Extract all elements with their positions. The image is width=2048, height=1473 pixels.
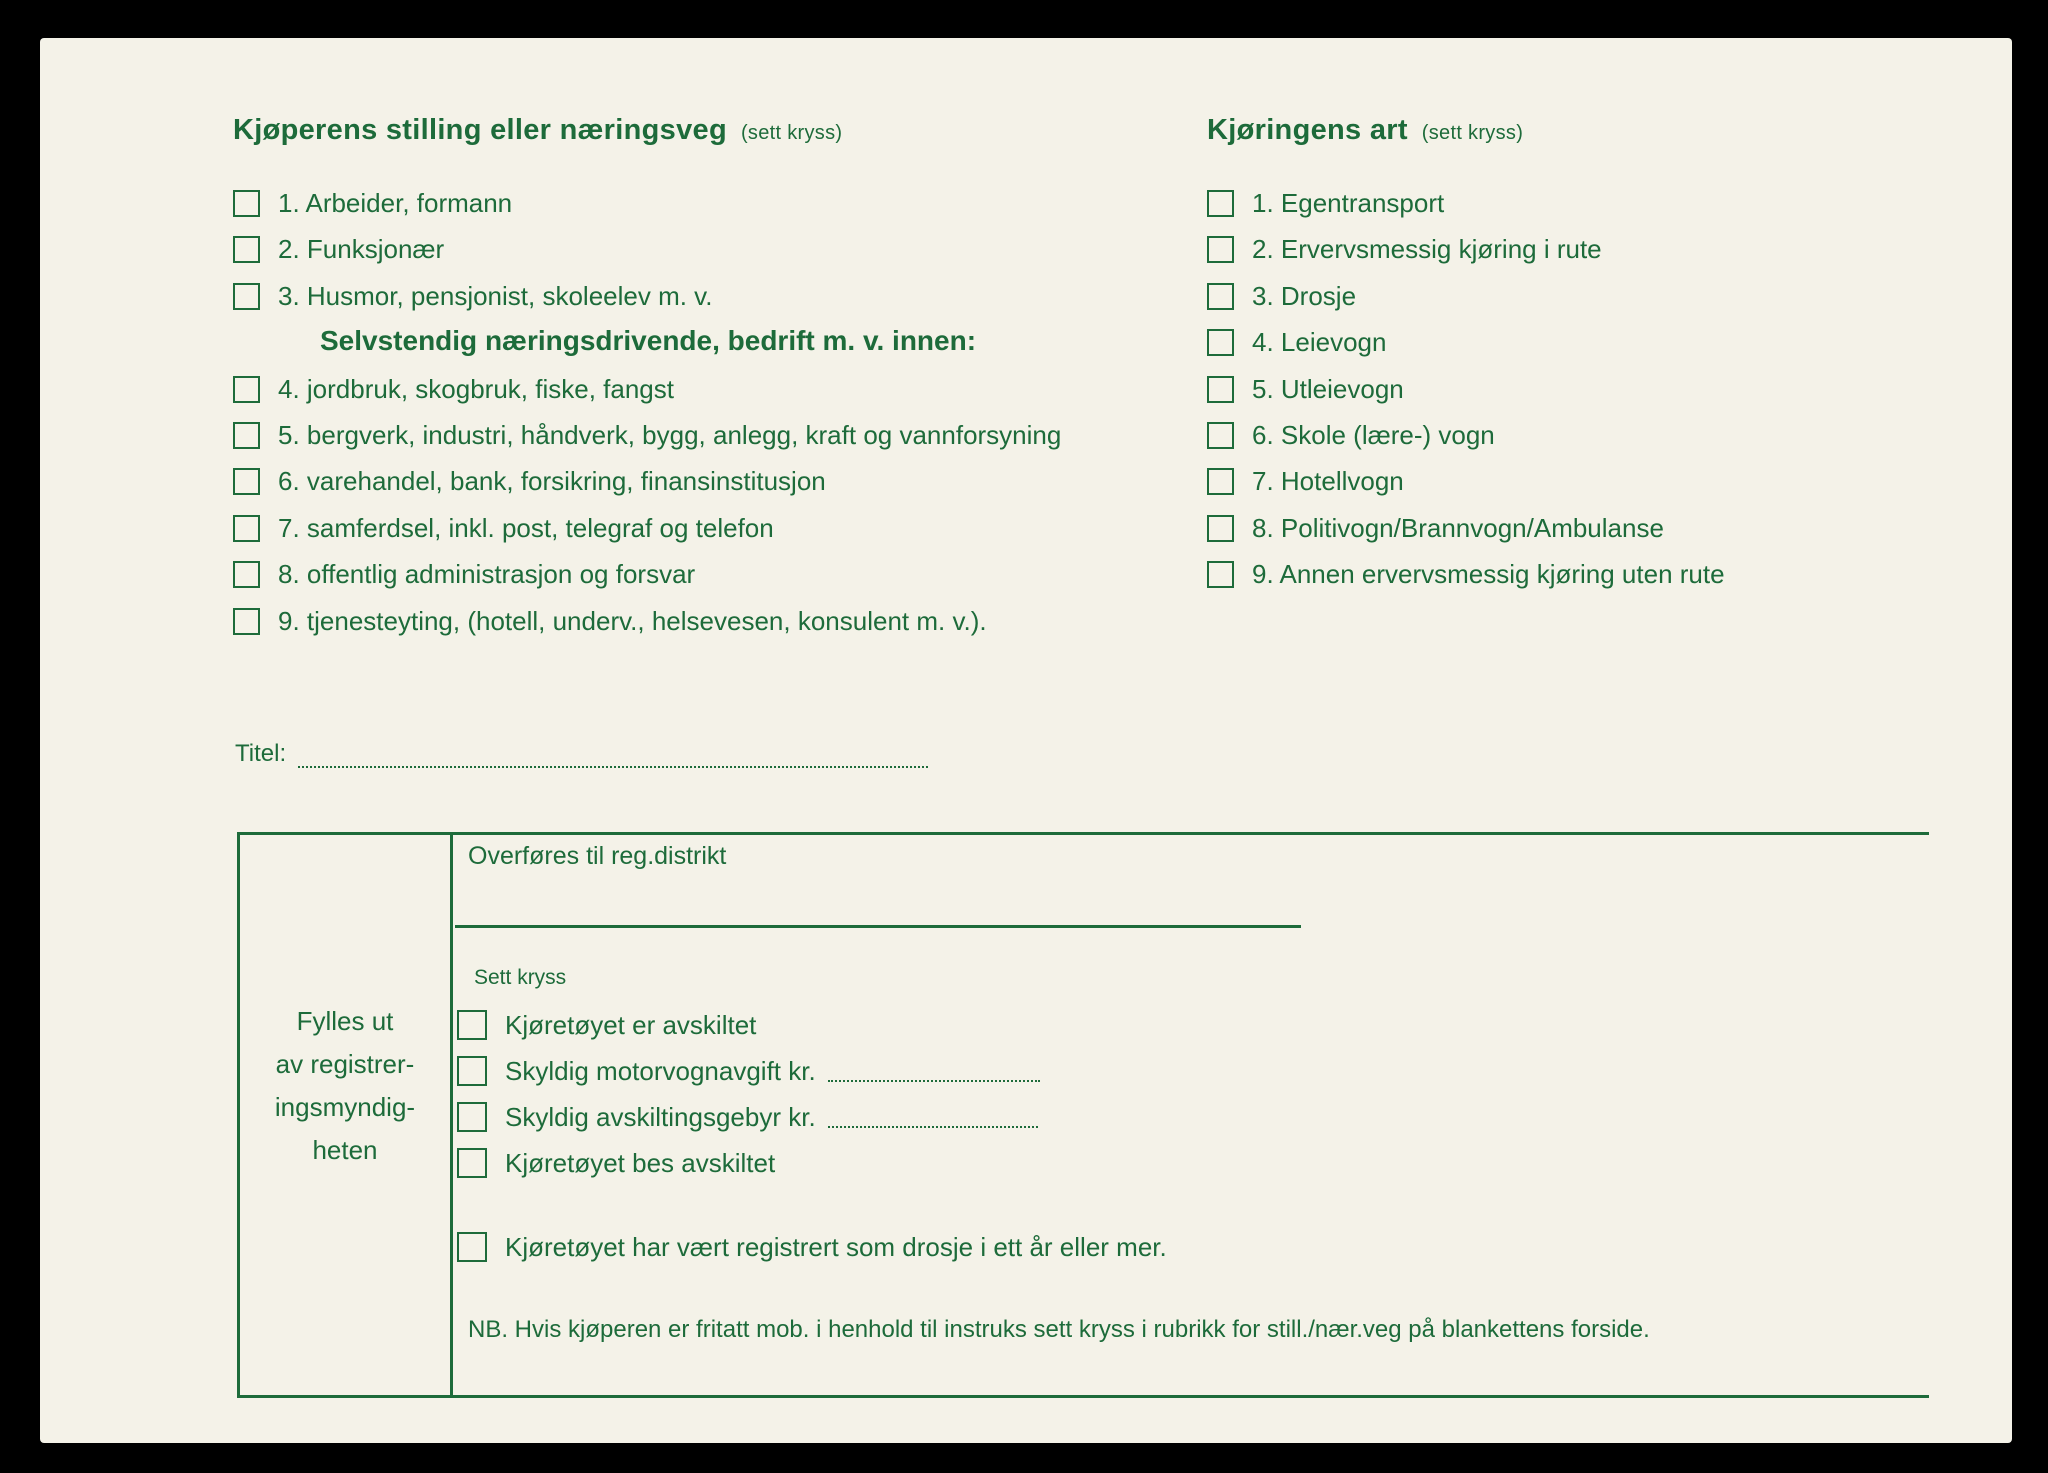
- driving-type-option-4[interactable]: [1207, 325, 1386, 359]
- side-label-line: av registrer-: [275, 1049, 415, 1079]
- checkbox[interactable]: [233, 561, 260, 588]
- checkbox[interactable]: [1207, 468, 1234, 495]
- occupation-option-5[interactable]: [233, 418, 1061, 452]
- registration-authority-label: [240, 1000, 450, 1172]
- checkbox[interactable]: [1207, 561, 1234, 588]
- option-label: 1. Egentransport: [1252, 187, 1445, 218]
- driving-type-option-5[interactable]: [1207, 372, 1404, 406]
- right-heading-text: Kjøringens art: [1207, 114, 1408, 146]
- option-label: Kjøretøyet har vært registrert som drosje i ett år eller mer.: [505, 1231, 1167, 1262]
- checkbox[interactable]: [1207, 236, 1234, 263]
- checkbox[interactable]: [1207, 515, 1234, 542]
- checkbox[interactable]: [457, 1102, 487, 1132]
- option-label: 5. bergverk, industri, håndverk, bygg, anlegg, kraft og vannforsyning: [278, 419, 1062, 450]
- occupation-option-9[interactable]: [233, 604, 987, 638]
- checkbox[interactable]: [233, 608, 260, 635]
- checkbox[interactable]: [1207, 329, 1234, 356]
- occupation-option-7[interactable]: [233, 511, 774, 545]
- option-label: 8. Politivogn/Brannvogn/Ambulanse: [1252, 512, 1664, 543]
- checkbox[interactable]: [233, 515, 260, 542]
- option-label: Kjøretøyet bes avskiltet: [505, 1147, 776, 1178]
- side-label-line: ingsmyndig-: [274, 1092, 416, 1122]
- titel-row: [235, 740, 928, 768]
- checkbox[interactable]: [457, 1148, 487, 1178]
- self-employed-subheading: Selvstendig næringsdrivende, bedrift m. v. innen:: [320, 325, 977, 356]
- option-label: Skyldig motorvognavgift kr.: [505, 1055, 816, 1086]
- driving-type-option-6[interactable]: [1207, 418, 1495, 452]
- side-label-line: Fylles ut: [296, 1006, 394, 1036]
- option-label: 3. Husmor, pensjonist, skoleelev m. v.: [278, 280, 713, 311]
- checkbox[interactable]: [1207, 376, 1234, 403]
- driving-type-option-8[interactable]: [1207, 511, 1664, 545]
- option-label: 4. Leievogn: [1252, 326, 1387, 357]
- deregistered-option[interactable]: [457, 1008, 756, 1042]
- checkbox[interactable]: [233, 190, 260, 217]
- occupation-option-8[interactable]: [233, 557, 695, 591]
- checkbox[interactable]: [1207, 422, 1234, 449]
- left-heading: [233, 114, 842, 147]
- vehicle-tax-amount-field[interactable]: [828, 1060, 1040, 1082]
- option-label: 7. Hotellvogn: [1252, 465, 1404, 496]
- right-heading: [1207, 114, 1523, 147]
- transfer-district-label: Overføres til reg.distrikt: [468, 842, 727, 870]
- driving-type-option-2[interactable]: [1207, 232, 1602, 266]
- taxi-registration-option[interactable]: [457, 1230, 1167, 1264]
- left-heading-text: Kjøperens stilling eller næringsveg: [233, 114, 727, 146]
- option-label: 6. varehandel, bank, forsikring, finansinstitusjon: [278, 465, 826, 496]
- checkbox[interactable]: [233, 468, 260, 495]
- option-label: 8. offentlig administrasjon og forsvar: [278, 558, 696, 589]
- checkbox[interactable]: [233, 422, 260, 449]
- box-top-border: [237, 832, 1929, 835]
- left-heading-note: (sett kryss): [740, 122, 843, 144]
- titel-label: Titel:: [235, 740, 287, 767]
- request-deregistration-option[interactable]: [457, 1146, 775, 1180]
- checkbox[interactable]: [457, 1056, 487, 1086]
- option-label: Kjøretøyet er avskiltet: [505, 1009, 757, 1040]
- option-label: 3. Drosje: [1252, 280, 1357, 311]
- checkbox[interactable]: [457, 1232, 487, 1262]
- option-label: 9. Annen ervervsmessig kjøring uten rute: [1252, 558, 1725, 589]
- option-label: 5. Utleievogn: [1252, 373, 1404, 404]
- option-label: 1. Arbeider, formann: [278, 187, 513, 218]
- option-label: Skyldig avskiltingsgebyr kr.: [505, 1101, 816, 1132]
- driving-type-option-7[interactable]: [1207, 464, 1404, 498]
- checkbox[interactable]: [233, 283, 260, 310]
- right-heading-note: (sett kryss): [1421, 122, 1524, 144]
- checkbox[interactable]: [1207, 283, 1234, 310]
- option-label: 9. tjenesteyting, (hotell, underv., helsevesen, konsulent m. v.).: [278, 605, 987, 636]
- option-label: 2. Ervervsmessig kjøring i rute: [1252, 233, 1602, 264]
- checkbox[interactable]: [233, 376, 260, 403]
- checkbox[interactable]: [1207, 190, 1234, 217]
- occupation-option-4[interactable]: [233, 372, 674, 406]
- titel-field[interactable]: [298, 746, 928, 768]
- option-label: 4. jordbruk, skogbruk, fiske, fangst: [278, 373, 674, 404]
- option-label: 6. Skole (lære-) vogn: [1252, 419, 1495, 450]
- option-label: 7. samferdsel, inkl. post, telegraf og telefon: [278, 512, 774, 543]
- box-bottom-border: [237, 1395, 1929, 1398]
- vehicle-tax-option[interactable]: [457, 1054, 1040, 1088]
- driving-type-option-9[interactable]: [1207, 557, 1725, 591]
- driving-type-option-3[interactable]: [1207, 279, 1356, 313]
- transfer-district-field[interactable]: [455, 925, 1301, 928]
- box-divider: [450, 834, 453, 1397]
- deregistration-fee-option[interactable]: [457, 1100, 1038, 1134]
- driving-type-option-1[interactable]: [1207, 186, 1444, 220]
- occupation-option-3[interactable]: [233, 279, 712, 313]
- side-label-line: heten: [312, 1135, 378, 1165]
- occupation-option-6[interactable]: [233, 464, 826, 498]
- nb-note: NB. Hvis kjøperen er fritatt mob. i henhold til instruks sett kryss i rubrikk for still./nær.veg på blankettens forside.: [468, 1316, 1650, 1343]
- occupation-option-1[interactable]: [233, 186, 512, 220]
- deregistration-fee-amount-field[interactable]: [828, 1106, 1038, 1128]
- option-label: 2. Funksjonær: [278, 233, 445, 264]
- checkbox[interactable]: [233, 236, 260, 263]
- sett-kryss-label: Sett kryss: [474, 966, 567, 989]
- occupation-option-2[interactable]: [233, 232, 444, 266]
- checkbox[interactable]: [457, 1010, 487, 1040]
